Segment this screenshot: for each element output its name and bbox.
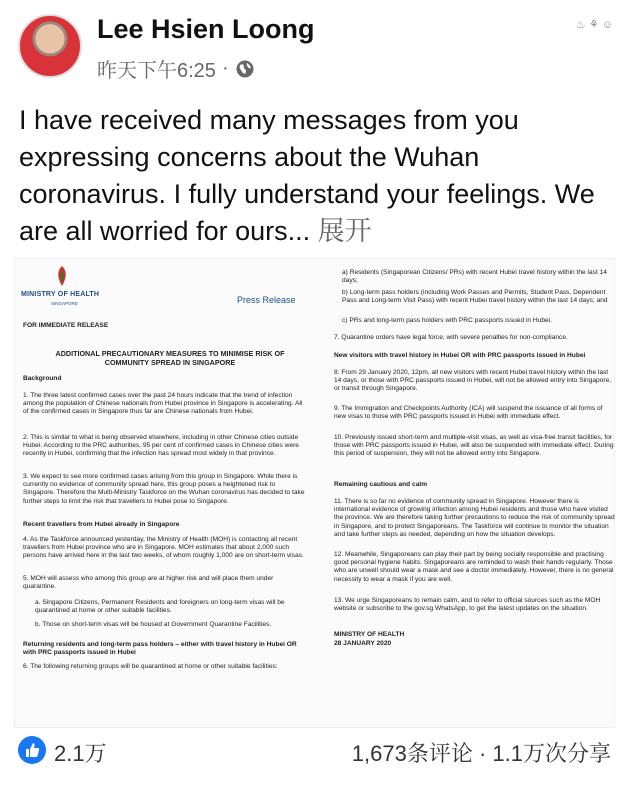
returning-group-b: b) Long-term pass holders (including Work Passes and Permits, Student Pass, Dependent Pass and Long-term Visit Pass) with recent Hubei travel history within the last 14 days; and	[342, 289, 608, 305]
globe-icon	[235, 59, 255, 79]
post-header	[0, 0, 627, 92]
paragraph-7: 7. Quarantine orders have legal force, with severe penalties for non-compliance.	[334, 334, 568, 341]
paragraph-9: 9. The Immigration and Checkpoints Authority (ICA) will suspend the issuance of all forms of new visas to those with PRC passports issued in Hubei with immediate effect.	[334, 405, 603, 421]
moh-logo	[21, 263, 111, 311]
paragraph-2: 2. This is similar to what is being observed elsewhere, including in other Chinese cities outside Hubei. According to the PRC authorities, 95 per cent of confirmed cases in Chinese cities were recently in Hubei, confirming that the infection has spread most widely in that province.	[23, 434, 299, 458]
engagement-bar	[0, 734, 627, 774]
press-release-label: Press Release	[237, 295, 296, 305]
like-count[interactable]: 2.1万	[54, 741, 107, 766]
paragraph-8: 8. From 29 January 2020, 12pm, all new visitors with recent Hubei travel history within the last 14 days, or those with PRC passports issued in Hubei, will not be allowed entry into Singapore, or transit through Singapore.	[334, 369, 612, 393]
recent-travellers-heading: Recent travellers from Hubei already in Singapore	[23, 521, 180, 528]
returning-heading: Returning residents and long-term pass holders – either with travel history in Hubei OR with PRC passports issued in Hubei	[23, 641, 297, 657]
avatar[interactable]	[18, 14, 82, 78]
ministry-sub: SINGAPORE	[51, 301, 78, 306]
thumbs-up-icon	[18, 736, 46, 764]
like-icon[interactable]	[18, 736, 46, 764]
paragraph-4: 4. As the Taskforce announced yesterday, the Ministry of Health (MOH) is contacting all recent travellers from Hubei province who are in Singapore. MOH estimates that about 2,000 such persons have arrived here in the last two weeks, of whom roughly 1,000 are on short-term visas.	[23, 536, 304, 560]
comments-shares[interactable]: 1,673条评论 · 1.1万次分享	[351, 741, 611, 766]
paragraph-5b: b. Those on short-term visas will be housed at Government Quarantine Facilities.	[35, 621, 272, 628]
calm-heading: Remaining cautious and calm	[334, 481, 428, 488]
corner-watermark-icons: ♨ ⚘ ☺	[575, 19, 613, 31]
expand-link[interactable]: 展开	[317, 216, 372, 246]
ministry-name: MINISTRY OF HEALTH	[21, 291, 100, 298]
paragraph-10: 10. Previously issued short-term and multiple-visit visas, as well as visa-free transit facilities, for those with PRC passports issued in Hubei, will also be suspended with immediate effect. During this period of suspension, they will not be allowed entry into Singapore.	[334, 434, 614, 458]
returning-group-a: a) Residents (Singaporean Citizens/ PRs) with recent Hubei travel history within the last 14 days;	[342, 269, 607, 285]
paragraph-5a: a. Singapore Citizens, Permanent Residents and foreigners on long-term visas will be quarantined at home or other suitable facilities.	[35, 599, 285, 615]
signature-date: 28 JANUARY 2020	[334, 640, 392, 647]
immediate-release: FOR IMMEDIATE RELEASE	[23, 322, 109, 329]
moh-logo-icon	[54, 265, 70, 287]
press-release-image[interactable]	[14, 258, 615, 728]
post-time[interactable]: 昨天下午6:25	[97, 60, 216, 82]
paragraph-13: 13. We urge Singaporeans to remain calm, and to refer to official sources such as the MOH website or subscribe to the gov.sg WhatsApp, to get the latest updates on the situation.	[334, 597, 601, 613]
background-heading: Background	[23, 375, 62, 382]
returning-group-c: c) PRs and long-term pass holders with PRC passports issued in Hubei.	[342, 317, 552, 324]
paragraph-11: 11. There is so far no evidence of community spread in Singapore. However there is international evidence of growing infection among Hubei residents and those who have visited the province. We are therefore taking further precautions to reduce the risk of community spread in Singapore, and to protect Singaporeans. The Taskforce will continue to monitor the situation and take further steps as needed, depending on how the situation develops.	[334, 498, 615, 538]
author-name[interactable]: Lee Hsien Loong	[97, 14, 315, 44]
paragraph-5: 5. MOH will assess who among this group are at higher risk and will place them under quarantine.	[23, 575, 274, 591]
release-title: ADDITIONAL PRECAUTIONARY MEASURES TO MINIMISE RISK OF COMMUNITY SPREAD IN SINGAPORE	[55, 349, 285, 367]
new-visitors-heading: New visitors with travel history in Hubei OR with PRC passports issued in Hubei	[334, 352, 586, 359]
meta-separator: ·	[221, 57, 229, 79]
paragraph-6: 6. The following returning groups will be quarantined at home or other suitable facilities:	[23, 663, 278, 670]
post-text: I have received many messages from you expressing concerns about the Wuhan coronavirus. I fully understand your feelings. We are all worried for ours...	[19, 105, 595, 246]
signature-org: MINISTRY OF HEALTH	[334, 631, 405, 638]
paragraph-1: 1. The three latest confirmed cases over the past 24 hours indicate that the trend of infection among the population of Chinese nationals from Hubei province in Singapore is accelerating. All of the confirmed cases in Singapore thus far are Chinese nationals from Hubei.	[23, 392, 303, 416]
paragraph-12: 12. Meanwhile, Singaporeans can play their part by being socially responsible and practising good personal hygiene habits. Singaporeans are reminded to wash their hands regularly. Those who are unwell should wear a mask and see a doctor immediately. However, there is no general necessity to wear a mask if you are well.	[334, 551, 614, 583]
post-body	[19, 102, 614, 250]
paragraph-3: 3. We expect to see more confirmed cases arising from this group in Singapore. While there is currently no evidence of community spread here, this group poses a heightened risk to Singapore. Therefore the Multi-Ministry Taskforce on the Wuhan coronavirus has decided to take further steps to limit the risk that travellers to Hubei pose to Singapore.	[23, 473, 305, 505]
post-meta	[97, 54, 255, 83]
